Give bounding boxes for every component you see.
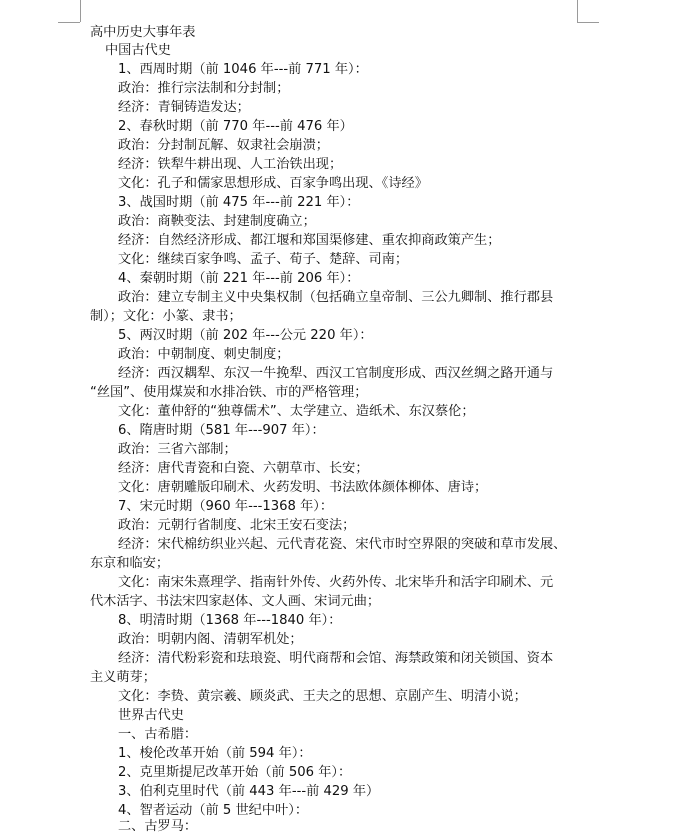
period-heading: 4、秦朝时期（前 221 年---前 206 年）： xyxy=(118,271,360,286)
text-line: 1、梭伦改革开始（前 594 年）： xyxy=(118,746,312,761)
subsection-heading: 一、古希腊： xyxy=(118,727,198,742)
text-line: 文化：李贽、黄宗羲、顾炎武、王夫之的思想、京剧产生、明清小说； xyxy=(118,689,527,704)
text-line: 3、伯利克里时代（前 443 年---前 429 年） xyxy=(118,784,380,799)
text-line: 政治：建立专制主义中央集权制（包括确立皇帝制、三公九卿制、推行郡县 xyxy=(118,290,554,305)
text-line: 政治：明朝内阁、清朝军机处； xyxy=(118,632,303,647)
text-line: 经济：宋代棉纺织业兴起、元代青花瓷、宋代市时空界限的突破和草市发展、 xyxy=(118,537,567,552)
text-line: 经济：铁犁牛耕出现、人工治铁出现； xyxy=(118,157,343,172)
period-heading: 2、春秋时期（前 770 年---前 476 年） xyxy=(118,119,353,134)
period-heading: 7、宋元时期（960 年---1368 年）： xyxy=(118,499,334,514)
text-line: 经济：唐代青瓷和白瓷、六朝草市、长安； xyxy=(118,461,369,476)
text-line: 制）；文化：小篆、隶书； xyxy=(90,309,242,324)
section-heading: 中国古代史 xyxy=(105,43,171,58)
text-line: 东京和临安； xyxy=(90,556,170,571)
section-heading: 世界古代史 xyxy=(118,708,184,723)
text-line: 2、克里斯提尼改革开始（前 506 年）： xyxy=(118,765,352,780)
text-line: 经济：清代粉彩瓷和珐琅瓷、明代商帮和会馆、海禁政策和闭关锁国、资本 xyxy=(118,651,554,666)
subsection-heading: 二、古罗马： xyxy=(118,819,198,834)
period-heading: 5、两汉时期（前 202 年---公元 220 年）： xyxy=(118,328,373,343)
text-line: 4、智者运动（前 5 世纪中叶）： xyxy=(118,803,309,818)
doc-title: 高中历史大事年表 xyxy=(90,25,196,40)
text-line: 文化：孔子和儒家思想形成、百家争鸣出现、《诗经》 xyxy=(118,176,428,191)
crop-mark-top-right-h xyxy=(577,22,599,23)
period-heading: 8、明清时期（1368 年---1840 年）： xyxy=(118,613,342,628)
text-line: 文化：唐朝雕版印刷术、火药发明、书法欧体颜体柳体、唐诗； xyxy=(118,480,488,495)
text-line: 经济：自然经济形成、都江堰和郑国渠修建、重农抑商政策产生； xyxy=(118,233,501,248)
text-line: 政治：分封制瓦解、奴隶社会崩溃； xyxy=(118,138,329,153)
text-line: 文化：南宋朱熹理学、指南针外传、火药外传、北宋毕升和活字印刷术、元 xyxy=(118,575,554,590)
text-line: 政治：三省六部制； xyxy=(118,442,237,457)
text-line: 政治：元朝行省制度、北宋王安石变法； xyxy=(118,518,356,533)
period-heading: 6、隋唐时期（581 年---907 年）： xyxy=(118,423,325,438)
crop-mark-top-right-v xyxy=(577,0,578,22)
period-heading: 3、战国时期（前 475 年---前 221 年）： xyxy=(118,195,360,210)
text-line: 主义萌芽； xyxy=(90,670,156,685)
text-line: 政治：推行宗法制和分封制； xyxy=(118,81,290,96)
period-heading: 1、西周时期（前 1046 年---前 771 年）： xyxy=(118,62,368,77)
text-line: 经济：青铜铸造发达； xyxy=(118,100,250,115)
text-line: 政治：商鞅变法、封建制度确立； xyxy=(118,214,316,229)
text-line: 文化：董仲舒的“独尊儒术”、太学建立、造纸术、东汉蔡伦； xyxy=(118,404,475,419)
crop-mark-top-left-h xyxy=(58,22,80,23)
text-line: “丝国”、使用煤炭和水排冶铁、市的严格管理； xyxy=(90,385,368,400)
text-line: 经济：西汉耦犁、东汉一牛挽犁、西汉工官制度形成、西汉丝绸之路开通与 xyxy=(118,366,554,381)
text-line: 文化：继续百家争鸣、孟子、荀子、楚辞、司南； xyxy=(118,252,409,267)
crop-mark-top-left-v xyxy=(80,0,81,22)
text-line: 政治：中朝制度、刺史制度； xyxy=(118,347,290,362)
text-line: 代木活字、书法宋四家赵体、文人画、宋词元曲； xyxy=(90,594,381,609)
